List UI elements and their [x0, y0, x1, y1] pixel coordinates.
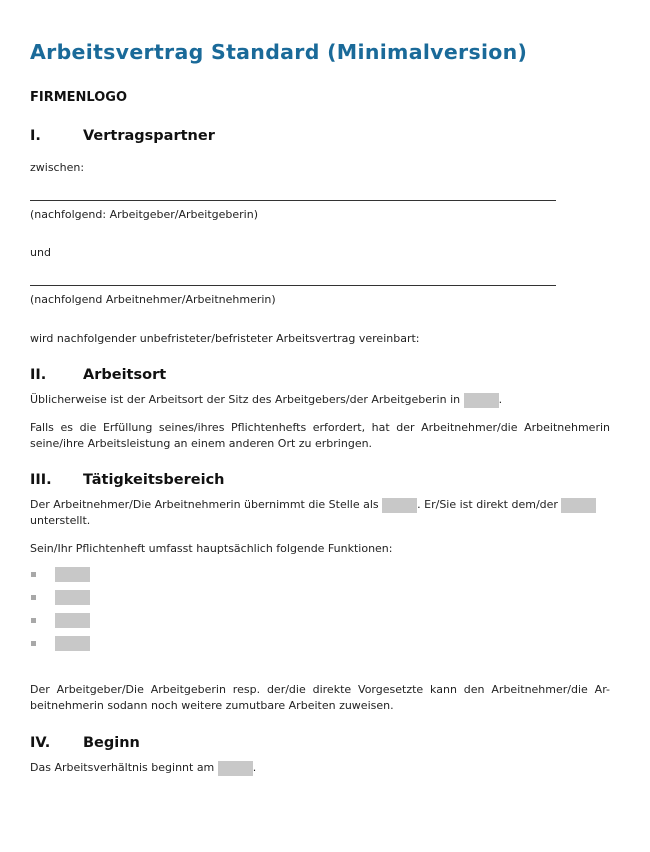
section-heading-beginn [30, 735, 140, 751]
start-date-paragraph [30, 760, 256, 776]
position-text: Der Arbeitnehmer/Die Arbeitnehmerin übernimmt die Stelle als [30, 498, 379, 511]
and-label: und [30, 246, 51, 259]
employer-note: (nachfolgend: Arbeitgeber/Arbeitgeberin) [30, 208, 258, 221]
agreement-statement: wird nachfolgender unbefristeter/befristeter Arbeitsvertrag vereinbart: [30, 332, 420, 345]
section-title: Arbeitsort [83, 367, 167, 383]
duty-field-2[interactable] [55, 590, 90, 605]
employee-signature-line[interactable] [30, 285, 556, 286]
section-heading-arbeitsort [30, 367, 166, 383]
position-paragraph-line1 [30, 497, 596, 513]
position-paragraph-line2: unterstellt. [30, 514, 91, 527]
start-date-text: Das Arbeitsverhältnis beginnt am [30, 761, 215, 774]
duty-field-1[interactable] [55, 567, 90, 582]
workplace-location-field[interactable] [464, 393, 499, 408]
company-logo-placeholder: FIRMENLOGO [30, 90, 128, 105]
document-title: Arbeitsvertrag Standard (Minimalversion) [30, 40, 528, 64]
bullet-marker [31, 618, 36, 623]
section-number: IV. [30, 735, 51, 751]
section-heading-taetigkeitsbereich [30, 472, 225, 488]
between-label: zwischen: [30, 161, 85, 174]
employer-signature-line[interactable] [30, 200, 556, 201]
employee-note: (nachfolgend Arbeitnehmer/Arbeitnehmerin) [30, 293, 276, 306]
bullet-marker [31, 641, 36, 646]
section-number: III. [30, 472, 52, 488]
start-date-field[interactable] [218, 761, 253, 776]
bullet-marker [31, 572, 36, 577]
section-heading-vertragspartner [30, 128, 215, 144]
supervisor-field[interactable] [561, 498, 596, 513]
bullet-marker [31, 595, 36, 600]
duty-field-4[interactable] [55, 636, 90, 651]
workplace-period: . [498, 393, 503, 406]
section-title: Tätigkeitsbereich [83, 472, 225, 488]
duties-intro: Sein/Ihr Pflichtenheft umfasst hauptsächlich folgende Funktionen: [30, 542, 393, 555]
start-date-period: . [252, 761, 257, 774]
section-title: Beginn [83, 735, 140, 751]
workplace-paragraph [30, 392, 502, 408]
position-title-field[interactable] [382, 498, 417, 513]
duty-field-3[interactable] [55, 613, 90, 628]
section-number: II. [30, 367, 47, 383]
supervisor-text: . Er/Sie ist direkt dem/der [417, 498, 558, 511]
section-title: Vertragspartner [83, 128, 215, 144]
additional-duties-paragraph: Der Arbeitgeber/Die Arbeitgeberin resp. der/die direkte Vorgesetzte kann den Arbeitnehmer/die Ar-beitnehmerin sodann noch weitere zumutbare Arbeiten zuweisen. [30, 683, 610, 712]
workplace-obligation-paragraph: Falls es die Erfüllung seines/ihres Pflichtenhefts erfordert, hat der Arbeitnehmer/die Arbeitnehmerin seine/ihre Arbeitsleistung an einem anderen Ort zu erbringen. [30, 421, 610, 450]
section-number: I. [30, 128, 41, 144]
workplace-text: Üblicherweise ist der Arbeitsort der Sitz des Arbeitgebers/der Arbeitgeberin in [30, 393, 461, 406]
